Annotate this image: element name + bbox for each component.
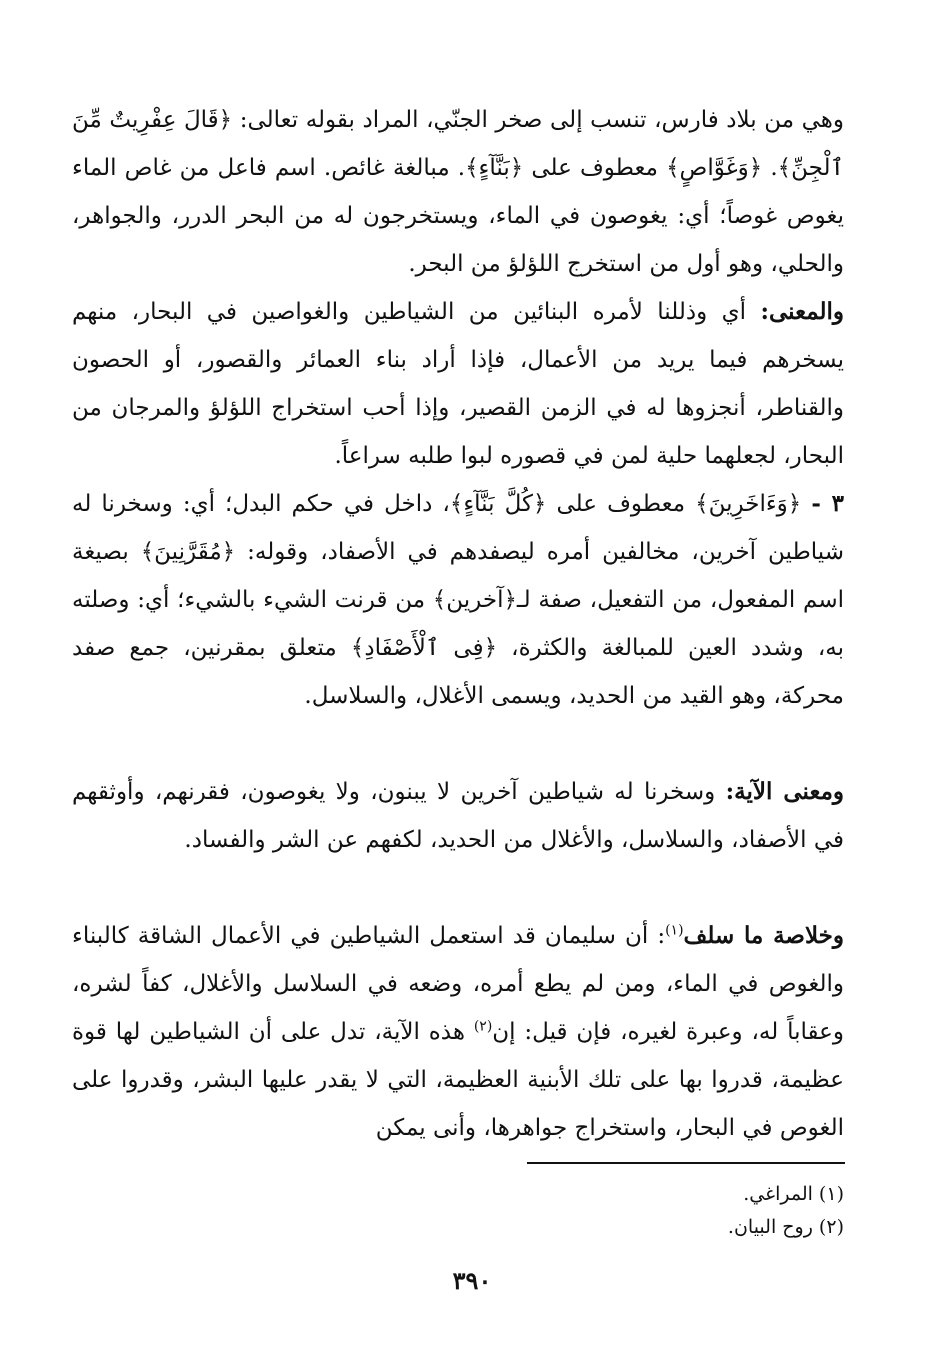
paragraph-5-text-a: : أن سليمان قد استعمل الشياطين في الأعمال الشاقة كالبناء والغوص في الماء، ومن لم يطع أمره، وضعه في السلاسل والأغلال، كفاً لشره، وعقاباً له، وعبرة لغيره، فإن قيل: إن bbox=[72, 923, 844, 1045]
paragraph-3-number: ٣ - bbox=[811, 490, 844, 517]
paragraph-2 bbox=[72, 288, 844, 480]
paragraph-4-body bbox=[72, 768, 844, 864]
paragraph-4 bbox=[72, 768, 844, 864]
footnote-divider bbox=[527, 1162, 845, 1164]
paragraph-5-heading: وخلاصة ما سلف bbox=[683, 922, 845, 949]
paragraph-3-text: ﴿وَءَاخَرِينَ﴾ معطوف على ﴿كُلَّ بَنَّآءٍ﴾، داخل في حكم البدل؛ أي: وسخرنا له شياطين آخرين، مخالفين أمره ليصفدهم في الأصفاد، وقوله: ﴿مُقَرَّنِينَ﴾ بصيغة اسم المفعول، من التفعيل، صفة لـ﴿آخرين﴾ من قرنت الشيء بالشيء؛ أي: وصلته به، وشدد العين للمبالغة والكثرة، ﴿فِى ٱلْأَصْفَادِ﴾ متعلق بمقرنين، جمع صفد محركة، وهو القيد من الحديد، ويسمى الأغلال، والسلاسل. bbox=[72, 491, 844, 709]
paragraph-2-body bbox=[72, 288, 844, 480]
page-number: ٣٩٠ bbox=[452, 1266, 492, 1295]
footnote-2: (٢) روح البيان. bbox=[727, 1216, 844, 1238]
paragraph-5 bbox=[72, 912, 844, 1152]
paragraph-1 bbox=[72, 96, 844, 288]
paragraph-4-text: وسخرنا له شياطين آخرين لا يبنون، ولا يغوصون، فقرنهم، وأوثقهم في الأصفاد، والسلاسل، والأغلال من الحديد، لكفهم عن الشر والفساد. bbox=[72, 779, 844, 853]
paragraph-5-body bbox=[72, 912, 844, 1152]
paragraph-5-text-b: هذه الآية، تدل على أن الشياطين لها قوة عظيمة، قدروا بها على تلك الأبنية العظيمة، التي لا يقدر عليها البشر، وقدروا على الغوص في البحار، واستخراج جواهرها، وأنى يمكن bbox=[72, 1019, 844, 1141]
paragraph-3-body bbox=[72, 480, 844, 720]
footnote-1: (١) المراغي. bbox=[743, 1183, 844, 1205]
paragraph-1-text: وهي من بلاد فارس، تنسب إلى صخر الجنّي، المراد بقوله تعالى: ﴿قَالَ عِفْرِيتٌ مِّنَ ٱلْجِنِّ﴾. ﴿وَغَوَّاصٍ﴾ معطوف على ﴿بَنَّآءٍ﴾. مبالغة غائص. اسم فاعل من غاص الماء يغوص غوصاً؛ أي: يغوصون في الماء، ويستخرجون له من البحر الدرر، والجواهر، والحلي، وهو أول من استخرج اللؤلؤ من البحر. bbox=[72, 107, 844, 277]
footnote-ref-1: (١) bbox=[665, 922, 684, 939]
footnotes bbox=[400, 1178, 844, 1244]
paragraph-3 bbox=[72, 480, 844, 720]
footnote-ref-2: (٢) bbox=[473, 1018, 493, 1035]
paragraph-4-heading: ومعنى الآية: bbox=[725, 778, 845, 805]
paragraph-2-text: أي وذللنا لأمره البنائين من الشياطين والغواصين في البحار، منهم يسخرهم فيما يريد من الأعمال، فإذا أراد بناء العمائر والقصور، أو الحصون والقناطر، أنجزوها له في الزمن القصير، وإذا أحب استخراج اللؤلؤ والمرجان من البحار، لجعلهما حلية لمن في قصوره لبوا طلبه سراعاً. bbox=[72, 299, 844, 469]
paragraph-2-heading: والمعنى: bbox=[760, 298, 844, 325]
